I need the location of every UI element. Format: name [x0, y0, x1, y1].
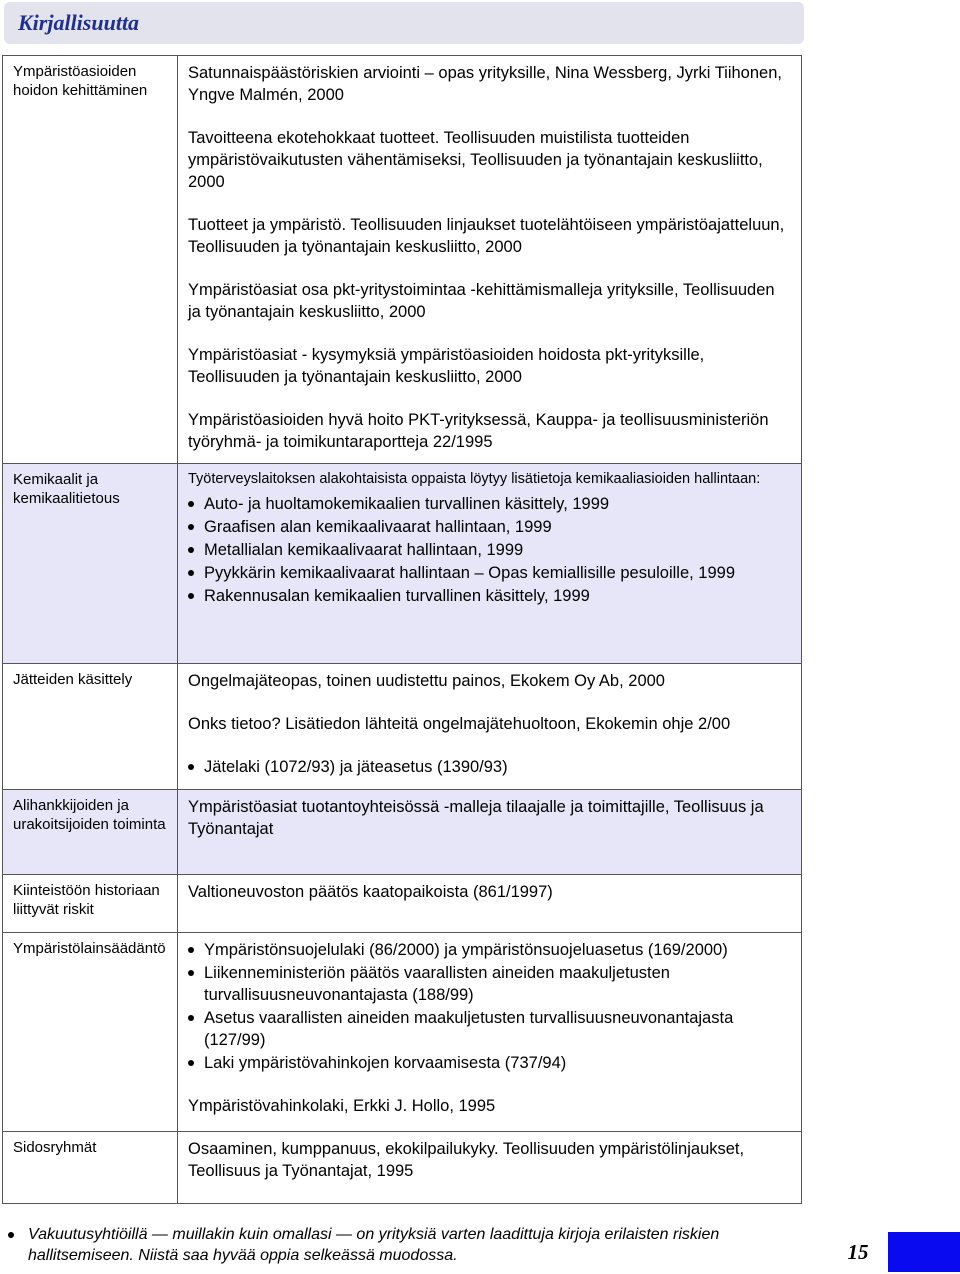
bullet-list	[188, 939, 791, 1074]
reference: Ympäristöasiat - kysymyksiä ympäristöasioiden hoidosta pkt-yrityksille, Teollisuuden ja työnantajain keskusliitto, 2000	[188, 346, 705, 386]
content-cell	[178, 464, 802, 664]
table-row	[3, 1132, 802, 1204]
footer-note	[8, 1224, 808, 1266]
table-row	[3, 664, 802, 790]
list-item: Jätelaki (1072/93) ja jäteasetus (1390/93)	[188, 756, 791, 778]
reference: Ympäristöasioiden hyvä hoito PKT-yrityksessä, Kauppa- ja teollisuusministeriön työryhmä- ja toimikuntaraportteja 22/1995	[188, 411, 769, 451]
list-item: Pyykkärin kemikaalivaarat hallintaan – Opas kemiallisille pesuloille, 1999	[188, 562, 791, 584]
table-row	[3, 933, 802, 1132]
reference: Tavoitteena ekotehokkaat tuotteet. Teollisuuden muistilista tuotteiden ympäristövaikutusten vähentämiseksi, Teollisuuden ja työnantajain keskusliitto, 2000	[188, 129, 763, 191]
bullet-list	[188, 493, 791, 607]
list-item: Ympäristönsuojelulaki (86/2000) ja ympäristönsuojeluasetus (169/2000)	[188, 939, 791, 961]
page-marker	[888, 1232, 960, 1272]
category-cell: Kiinteistöön historiaan liittyvät riskit	[3, 875, 178, 933]
reference: Ympäristöasiat osa pkt-yritystoimintaa -kehittämismalleja yrityksille, Teollisuuden ja työnantajain keskusliitto, 2000	[188, 281, 775, 321]
category-cell: Ympäristöasioiden hoidon kehittäminen	[3, 56, 178, 464]
content-cell	[178, 790, 802, 875]
footer-text: Vakuutusyhtiöillä — muillakin kuin omallasi — on yrityksiä varten laadittuja kirjoja erilaisten riskien hallitsemiseen. Niistä saa hyvää oppia selkeässä muodossa.	[28, 1226, 720, 1264]
table-row	[3, 464, 802, 664]
list-item: Metallialan kemikaalivaarat hallintaan, 1999	[188, 539, 791, 561]
list-item: Graafisen alan kemikaalivaarat hallintaan, 1999	[188, 516, 791, 538]
category-cell: Alihankkijoiden ja urakoitsijoiden toiminta	[3, 790, 178, 875]
reference: Valtioneuvoston päätös kaatopaikoista (861/1997)	[188, 883, 553, 901]
category-cell: Jätteiden käsittely	[3, 664, 178, 790]
content-cell	[178, 933, 802, 1132]
reference: Ongelmajäteopas, toinen uudistettu painos, Ekokem Oy Ab, 2000	[188, 672, 665, 690]
section-header	[4, 2, 804, 44]
reference: Ympäristöasiat tuotantoyhteisössä -malleja tilaajalle ja toimittajille, Teollisuus ja Työnantajat	[188, 798, 764, 838]
reference-intro: Työterveyslaitoksen alakohtaisista oppaista löytyy lisätietoja kemikaaliasioiden hallintaan:	[188, 471, 761, 487]
reference: Tuotteet ja ympäristö. Teollisuuden linjaukset tuotelähtöiseen ympäristöajatteluun, Teollisuuden ja työnantajain keskusliitto, 2000	[188, 216, 785, 256]
page-title: Kirjallisuutta	[18, 10, 140, 35]
list-item: Auto- ja huoltamokemikaalien turvallinen käsittely, 1999	[188, 493, 791, 515]
category-cell: Ympäristölainsäädäntö	[3, 933, 178, 1132]
bullet-list	[188, 756, 791, 778]
literature-table	[2, 55, 802, 1204]
list-item: Laki ympäristövahinkojen korvaamisesta (737/94)	[188, 1052, 791, 1074]
content-cell	[178, 56, 802, 464]
content-cell	[178, 875, 802, 933]
page-number: 15	[847, 1240, 869, 1264]
category-cell: Sidosryhmät	[3, 1132, 178, 1204]
category-cell: Kemikaalit ja kemikaalitietous	[3, 464, 178, 664]
table-row	[3, 875, 802, 933]
reference: Ympäristövahinkolaki, Erkki J. Hollo, 1995	[188, 1097, 496, 1115]
list-item: Liikenneministeriön päätös vaarallisten aineiden maakuljetusten turvallisuusneuvonantajasta (188/99)	[188, 962, 791, 1006]
reference: Onks tietoo? Lisätiedon lähteitä ongelmajätehuoltoon, Ekokemin ohje 2/00	[188, 715, 731, 733]
table-row	[3, 790, 802, 875]
reference: Osaaminen, kumppanuus, ekokilpailukyky. Teollisuuden ympäristölinjaukset, Teollisuus ja Työnantajat, 1995	[188, 1140, 745, 1180]
reference: Satunnaispäästöriskien arviointi – opas yrityksille, Nina Wessberg, Jyrki Tiihonen, Yngve Malmén, 2000	[188, 64, 782, 104]
bullet-icon	[8, 1232, 14, 1238]
content-cell	[178, 1132, 802, 1204]
list-item: Rakennusalan kemikaalien turvallinen käsittely, 1999	[188, 585, 791, 607]
list-item: Asetus vaarallisten aineiden maakuljetusten turvallisuusneuvonantajasta (127/99)	[188, 1007, 791, 1051]
content-cell	[178, 664, 802, 790]
table-row	[3, 56, 802, 464]
